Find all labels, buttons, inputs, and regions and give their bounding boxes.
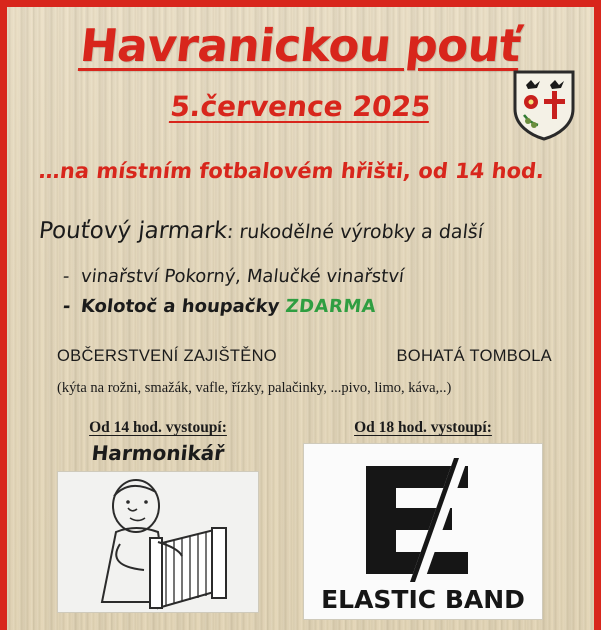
venue-time-line: …na místním fotbalovém hřišti, od 14 hod. xyxy=(37,159,546,183)
list-item xyxy=(62,266,581,287)
havranice-municipal-crest xyxy=(512,69,576,141)
poster-inner xyxy=(7,7,594,630)
list-item xyxy=(62,296,581,317)
info-row xyxy=(57,347,552,366)
tombola-label: BOHATÁ TOMBOLA xyxy=(396,347,552,365)
accordion-player-photo xyxy=(57,471,259,613)
list-item-label: Kolotoč a houpačky xyxy=(79,296,287,317)
refreshments-note: (kýta na rožni, smažák, vafle, řízky, palačinky, ...pivo, limo, káva,..) xyxy=(57,380,452,396)
page-title: Havranickou pouť xyxy=(77,19,524,72)
performers-row xyxy=(21,419,580,620)
market-lead: Pouťový jarmark xyxy=(37,218,229,244)
elastic-band-logo xyxy=(303,443,543,620)
market-rest: : rukodělné výrobky a další xyxy=(225,221,485,243)
performer-name: Harmonikář xyxy=(90,441,226,465)
market-line xyxy=(38,218,582,244)
performer-time: Od 18 hod. vystoupí: xyxy=(354,419,492,436)
dash-bullet: - xyxy=(61,266,71,287)
attractions-list xyxy=(21,266,580,317)
performer-time: Od 14 hod. vystoupí: xyxy=(89,419,227,436)
event-date: 5.července 2025 xyxy=(168,90,433,123)
free-badge: ZDARMA xyxy=(284,296,378,317)
performer-band xyxy=(303,419,543,620)
performer-accordion xyxy=(57,419,259,620)
list-item-label: vinařství Pokorný, Malučké vinařství xyxy=(79,266,406,287)
dash-bullet: - xyxy=(61,296,72,317)
band-name-text: ELASTIC BAND xyxy=(321,585,525,614)
refreshments-label: OBČERSTVENÍ ZAJIŠTĚNO xyxy=(57,347,277,365)
